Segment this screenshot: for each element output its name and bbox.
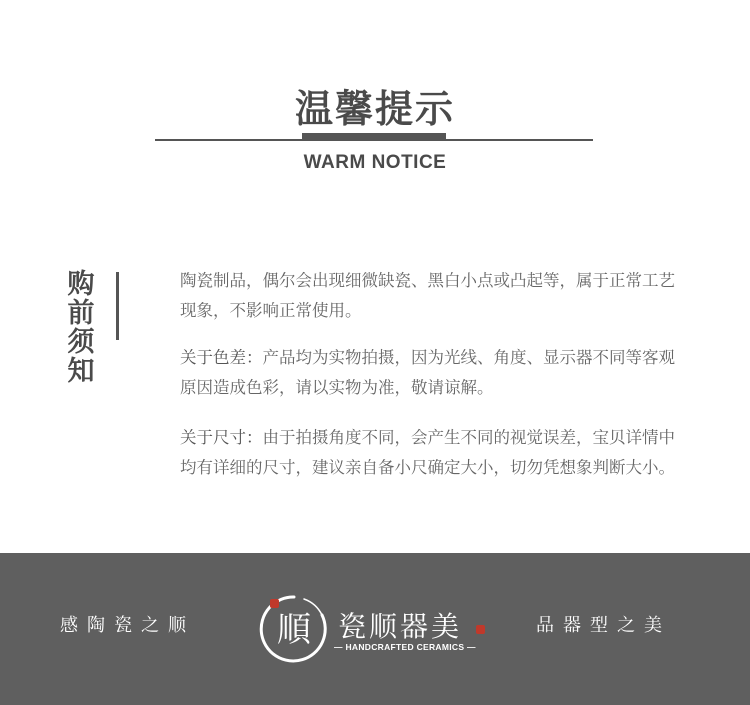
notice-paragraph-quality: 陶瓷制品，偶尔会出现细微缺瓷、黑白小点或凸起等，属于正常工艺现象，不影响正常使用。 [180, 271, 675, 320]
footer-banner [0, 553, 750, 705]
seal-icon [270, 599, 279, 608]
page-subtitle: WARM NOTICE [303, 152, 447, 173]
notice-paragraph-color [180, 343, 680, 403]
footer-slogan-left: 感陶瓷之顺 [60, 615, 195, 636]
size-text: 由于拍摄角度不同，会产生不同的视觉误差，宝贝详情中均有详细的尺寸，建议亲自备小尺确定大小，切勿凭想象判断大小。 [180, 428, 675, 477]
notice-paragraph-size [180, 423, 680, 483]
footer-slogan-right: 品器型之美 [536, 615, 671, 636]
brand-name: 瓷顺器美 [338, 610, 463, 643]
section-divider [116, 272, 119, 340]
page-title: 温馨提示 [294, 87, 455, 131]
seal-icon [476, 625, 485, 634]
color-label: 关于色差： [180, 348, 263, 367]
color-text: 产品均为实物拍摄，因为光线、角度、显示器不同等客观原因造成色彩，请以实物为准，敬请谅解。 [180, 348, 675, 397]
section-heading: 购前须知 [67, 269, 95, 387]
title-divider-accent [302, 133, 446, 141]
brand-logo [258, 593, 498, 673]
size-label: 关于尺寸： [180, 428, 263, 447]
brand-mark-icon [258, 593, 330, 665]
brand-tagline: — HANDCRAFTED CERAMICS — [334, 642, 476, 652]
brand-mark-glyph: 順 [277, 610, 311, 650]
